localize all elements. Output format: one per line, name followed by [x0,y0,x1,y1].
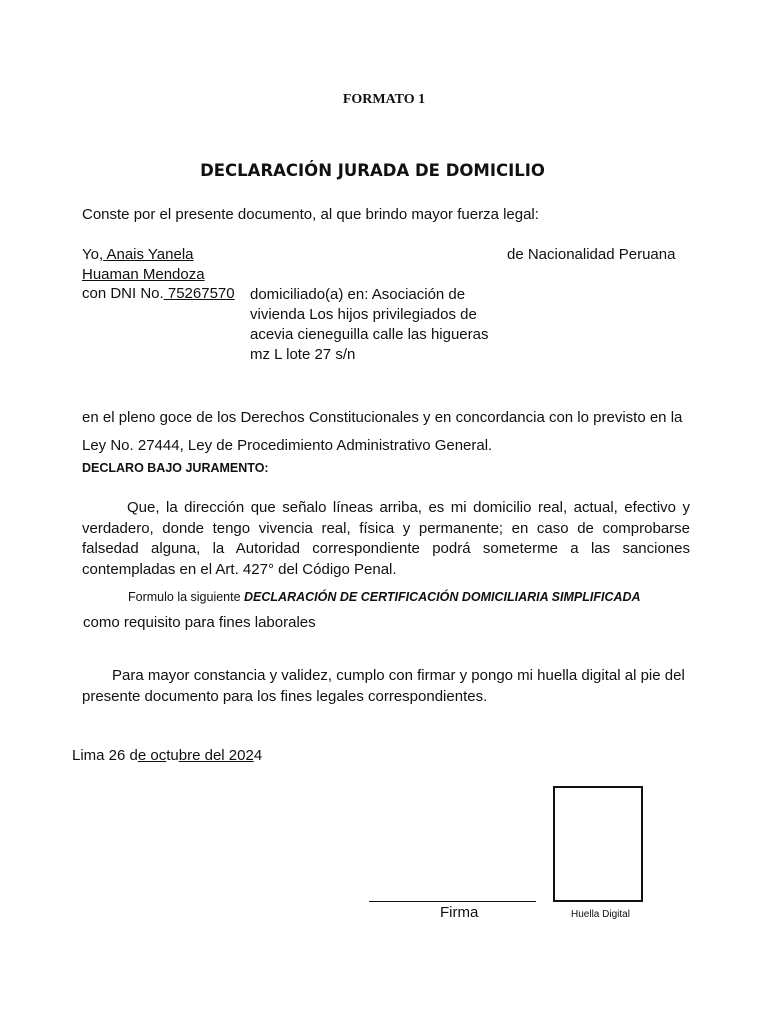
address-line: mz L lote 27 s/n [250,346,356,363]
document-title: DECLARACIÓN JURADA DE DOMICILIO [200,161,545,180]
declarant-name-line1 [82,246,194,263]
dni-line [82,285,235,302]
formulo-prefix: Formulo la siguiente [128,590,245,604]
date-part: bre del 202 [178,747,254,764]
legal-line-2: Ley No. 27444, Ley de Procedimiento Administrativo General. [82,437,493,454]
constancia-paragraph: Para mayor constancia y validez, cumplo con firmar y pongo mi huella digital al pie del presente documento para los fines legales correspondientes. [82,667,685,705]
formulo-line [128,590,641,604]
address-line: acevia cieneguilla calle las higueras [250,326,489,343]
intro-text: Conste por el presente documento, al que brindo mayor fuerza legal: [82,206,539,223]
legal-line-1: en el pleno goce de los Derechos Constitucionales y en concordancia con lo previsto en la [82,409,683,426]
yo-label: Yo, [82,246,104,263]
fingerprint-box [553,786,643,902]
dni-value: 75267570 [163,285,235,302]
huella-label: Huella Digital [571,909,630,920]
date-part: 4 [253,747,263,764]
address-line: domiciliado(a) en: Asociación de [250,286,466,303]
address-block [250,285,488,365]
requisito-text: como requisito para fines laborales [83,614,316,631]
formulo-emphasis: DECLARACIÓN DE CERTIFICACIÓN DOMICILIARIA SIMPLIFICADA [244,590,641,604]
date-line [72,747,262,764]
date-part: tu [166,747,179,764]
declaro-heading: DECLARO BAJO JURAMENTO: [82,461,269,475]
format-number: FORMATO 1 [342,92,426,107]
declarant-name-first: Anais Yanela [103,246,194,263]
oath-paragraph: Que, la dirección que señalo líneas arriba, es mi domicilio real, actual, efectivo y verdadero, donde tengo vivencia real, física y permanente; en caso de comprobarse falsedad alguna, la Autoridad correspondiente podrá someterme a las sanciones contempladas en el Art. 427° del Código Penal. [82,499,690,578]
dni-label: con DNI No. [82,285,164,302]
declarant-name-last: Huaman Mendoza [82,266,205,283]
date-part: e oc [137,747,167,764]
firma-label: Firma [440,904,479,921]
nationality-text: de Nacionalidad Peruana [507,246,676,263]
signature-line [369,901,536,902]
address-line: vivienda Los hijos privilegiados de [250,306,477,323]
date-part: Lima 26 d [72,747,138,764]
